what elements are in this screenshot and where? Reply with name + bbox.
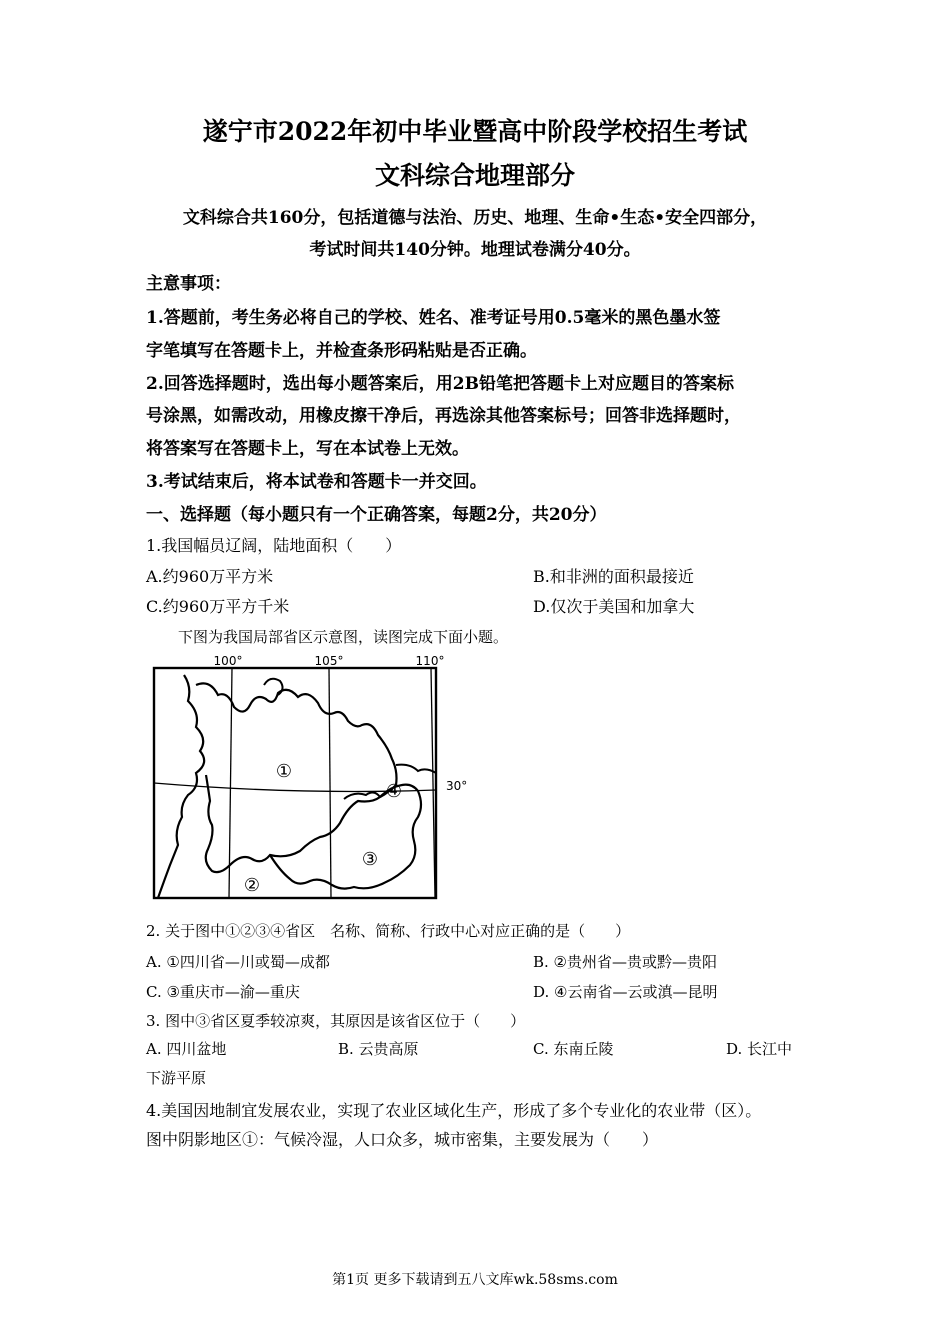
q3-stem: 3. 图中③省区夏季较凉爽，其原因是该省区位于（ ） xyxy=(146,1012,526,1030)
intro-line-1: 文科综合共160分，包括道德与法治、历史、地理、生命•生态•安全四部分， xyxy=(182,208,768,228)
lon-label-100: 100° xyxy=(213,655,243,668)
q1-option-a: A.约960万平方米 xyxy=(146,567,274,586)
q4-stem-line-2: 图中阴影地区①：气候冷湿，人口众多，城市密集，主要发展为（ ） xyxy=(146,1130,659,1149)
page-footer: 第1页 更多下载请到五八文库wk.58sms.com xyxy=(332,1272,618,1288)
q3-option-b: B. 云贵高原 xyxy=(338,1040,419,1058)
province-label-1: ① xyxy=(275,761,293,782)
q3-option-c: C. 东南丘陵 xyxy=(533,1040,614,1058)
province-label-4: ④ xyxy=(385,781,403,802)
q3-option-d: D. 长江中 xyxy=(726,1040,793,1058)
exam-subtitle: 文科综合地理部分 xyxy=(374,161,575,190)
note-1-line-1: 1.答题前，考生务必将自己的学校、姓名、准考证号用0.5毫米的黑色墨水签 xyxy=(146,308,721,328)
lat-label-30: 30° xyxy=(446,779,468,793)
boundary-east xyxy=(396,765,436,773)
note-2-line-1: 2.回答选择题时，选出每小题答案后，用2B铅笔把答题卡上对应题目的答案标 xyxy=(146,374,734,394)
boundary-north-notch xyxy=(264,679,283,695)
q1-option-c: C.约960万平方千米 xyxy=(146,597,290,616)
note-2-line-2: 号涂黑，如需改动，用橡皮擦干净后，再选涂其他答案标号；回答非选择题时， xyxy=(146,406,741,426)
map-intro: 下图为我国局部省区示意图，读图完成下面小题。 xyxy=(178,628,509,646)
q1-option-d: D.仅次于美国和加拿大 xyxy=(533,597,695,616)
q2-option-b: B. ②贵州省—贵或黔—贵阳 xyxy=(533,953,718,971)
province-map xyxy=(148,655,478,905)
q1-option-b: B.和非洲的面积最接近 xyxy=(533,567,694,586)
q4-stem-line-1: 4.美国因地制宜发展农业，实现了农业区域化生产，形成了多个专业化的农业带（区）。 xyxy=(146,1101,762,1120)
boundary-province-4 xyxy=(344,792,380,799)
lon-label-110: 110° xyxy=(415,655,445,668)
note-2-line-3: 将答案写在答题卡上，写在本试卷上无效。 xyxy=(146,439,469,459)
q2-option-d: D. ④云南省—云或滇—昆明 xyxy=(533,983,718,1001)
note-1-line-2: 字笔填写在答题卡上，并检查条形码粘贴是否正确。 xyxy=(146,341,537,361)
exam-title: 遂宁市2022年初中毕业暨高中阶段学校招生考试 xyxy=(202,117,748,146)
province-label-3: ③ xyxy=(361,849,379,870)
lon-label-105: 105° xyxy=(314,655,344,668)
q3-option-a: A. 四川盆地 xyxy=(146,1040,227,1058)
intro-line-2: 考试时间共140分钟。地理试卷满分40分。 xyxy=(309,240,641,260)
q2-option-a: A. ①四川省—川或蜀—成都 xyxy=(146,953,330,971)
note-3: 3.考试结束后，将本试卷和答题卡一并交回。 xyxy=(146,472,487,492)
q3-option-d-continued: 下游平原 xyxy=(146,1069,207,1087)
province-label-2: ② xyxy=(243,875,261,896)
q1-stem: 1.我国幅员辽阔，陆地面积（ ） xyxy=(146,536,402,555)
q2-option-c: C. ③重庆市—渝—重庆 xyxy=(146,983,300,1001)
q2-stem: 2. 关于图中①②③④省区 名称、简称、行政中心对应正确的是（ ） xyxy=(146,922,631,940)
boundary-province-1 xyxy=(196,683,397,872)
meridian-110 xyxy=(431,668,435,898)
meridian-105 xyxy=(329,668,331,898)
notes-heading: 主意事项： xyxy=(146,274,231,294)
section-1-heading: 一、选择题（每小题只有一个正确答案，每题2分，共20分） xyxy=(146,505,607,525)
